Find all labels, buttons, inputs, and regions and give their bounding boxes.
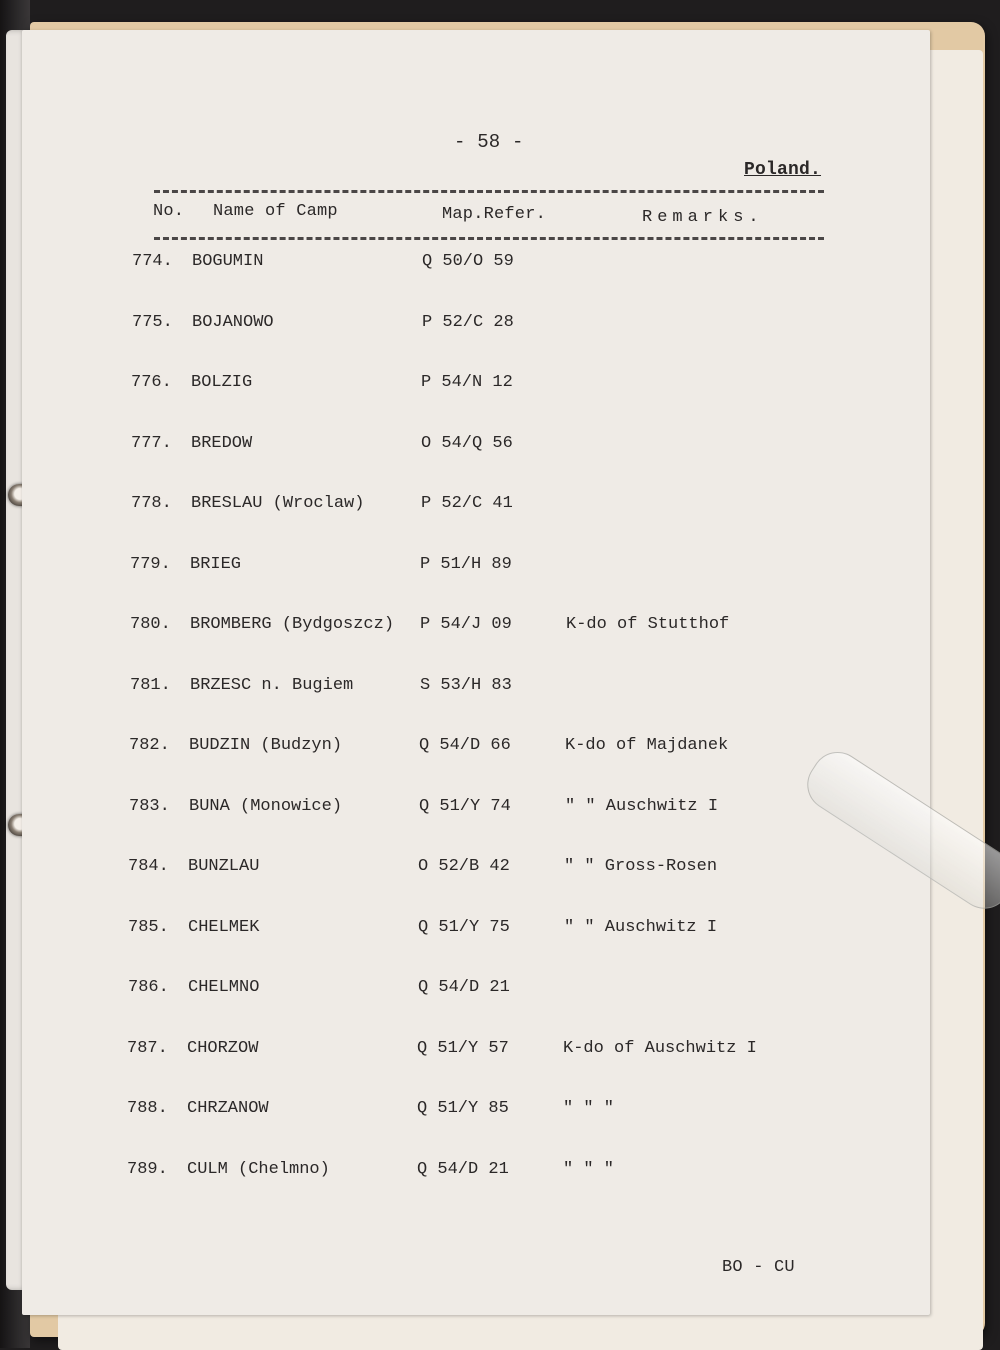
alphabetical-range: BO - CU [722,1258,795,1277]
camp-number: 774. [132,252,173,271]
camp-name: BREDOW [191,433,253,453]
camp-number: 788. [127,1099,168,1118]
map-reference: P 51/H 89 [420,554,512,574]
camp-number: 786. [128,978,169,997]
table-row [127,1099,1000,1159]
map-reference: Q 51/Y 57 [417,1038,509,1058]
camp-name: BUNZLAU [188,857,260,876]
table-row [127,1039,1000,1099]
camp-number: 789. [127,1159,168,1179]
camp-name: CHELMNO [188,978,260,997]
map-reference: P 54/N 12 [421,373,513,392]
camp-number: 784. [128,857,169,876]
camp-name: BRZESC n. Bugiem [190,675,354,695]
camp-number: 787. [127,1038,168,1058]
camp-number: 781. [130,675,171,695]
remarks: K-do of Majdanek [565,736,729,755]
table-row [128,978,1000,1038]
camp-name: BRIEG [190,554,242,574]
camp-number: 779. [130,554,171,574]
camp-name: CHELMEK [188,917,260,937]
map-reference: Q 51/Y 75 [418,917,510,937]
table-row [128,918,1000,978]
table-row [128,857,1000,917]
map-reference: Q 54/D 21 [418,978,510,997]
map-reference: S 53/H 83 [420,675,512,695]
table-row [132,313,1000,373]
remarks: " " Auschwitz I [565,796,719,816]
table-row [127,1160,1000,1220]
camp-name: CULM (Chelmno) [187,1159,330,1179]
map-reference: O 52/B 42 [418,857,510,876]
table-row [131,494,1000,554]
column-header-remarks: Remarks. [642,208,764,227]
column-header-map-reference: Map.Refer. [442,205,547,224]
camp-number: 778. [131,494,172,513]
camp-number: 785. [128,917,169,937]
remarks: " " " [563,1159,615,1179]
header-rule-bottom [154,237,824,240]
camp-name: BUNA (Monowice) [189,796,343,816]
table-row [130,615,1000,675]
column-header-no: No. [153,202,185,221]
header-rule-top [154,190,824,193]
map-reference: O 54/Q 56 [421,433,513,453]
camp-name: BROMBERG (Bydgoszcz) [190,615,395,634]
camp-name: BRESLAU (Wroclaw) [191,494,365,513]
camp-number: 780. [130,615,171,634]
camp-number: 775. [132,312,173,332]
map-reference: P 52/C 41 [421,494,513,513]
table-row [130,676,1000,736]
camp-name: CHRZANOW [187,1099,269,1118]
remarks: " " Gross-Rosen [564,857,718,876]
map-reference: Q 54/D 66 [419,736,511,755]
camp-name: BUDZIN (Budzyn) [189,736,343,755]
map-reference: P 52/C 28 [422,312,514,332]
camp-number: 783. [129,796,170,816]
remarks: K-do of Stutthof [566,615,730,634]
table-row [132,252,1000,312]
remarks: " " " [563,1099,615,1118]
document-page [22,30,930,1315]
camp-number: 776. [131,373,172,392]
remarks: " " Auschwitz I [564,917,718,937]
page-number: - 58 - [454,131,524,153]
remarks: K-do of Auschwitz I [563,1038,757,1058]
camp-number: 777. [131,433,172,453]
map-reference: P 54/J 09 [420,615,512,634]
camp-name: BOJANOWO [192,312,274,332]
map-reference: Q 51/Y 85 [417,1099,509,1118]
map-reference: Q 54/D 21 [417,1159,509,1179]
camp-name: BOGUMIN [192,252,264,271]
column-header-name: Name of Camp [213,202,338,221]
table-row [131,434,1000,494]
table-row [130,555,1000,615]
country-heading: Poland. [744,160,822,180]
camp-number: 782. [129,736,170,755]
map-reference: Q 50/O 59 [422,252,514,271]
camp-name: BOLZIG [191,373,253,392]
table-row [131,373,1000,433]
camp-name: CHORZOW [187,1038,259,1058]
map-reference: Q 51/Y 74 [419,796,511,816]
